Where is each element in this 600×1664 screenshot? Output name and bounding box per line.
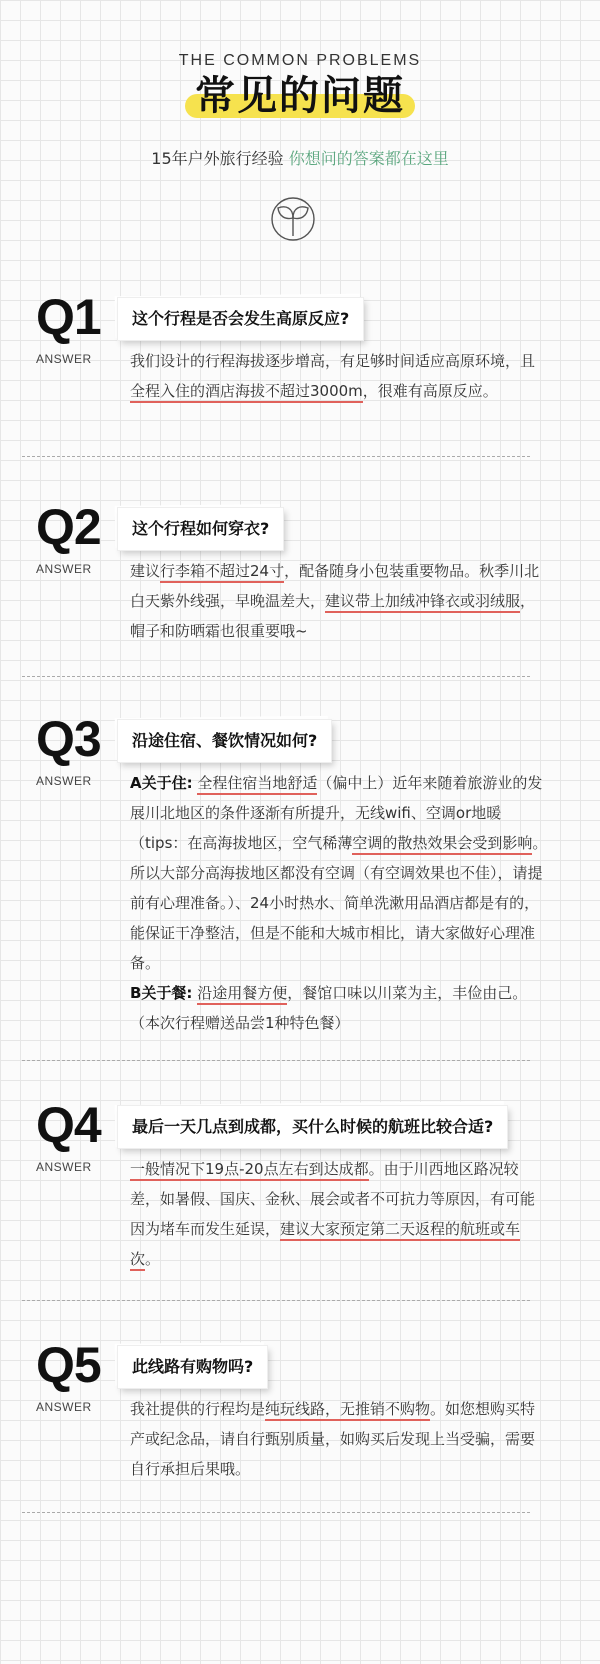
answer-highlight: 全程住宿当地舒适: [197, 774, 317, 795]
answer-segment: ，餐馆口味以川菜为主，丰俭由己。（本次行程赠送品尝1种特色餐）: [130, 984, 528, 1032]
answer-highlight: 全程入住的酒店海拔不超过3000m: [130, 382, 363, 403]
question-box: 沿途住宿、餐饮情况如何?: [118, 720, 331, 762]
answer-text: [130, 1394, 548, 1484]
answer-text: [130, 556, 548, 646]
english-title: THE COMMON PROBLEMS: [178, 52, 422, 69]
answer-label: ANSWER: [36, 562, 92, 576]
answer-highlight: 行李箱不超过24寸: [160, 562, 284, 583]
answer-highlight: 建议大家预定第二天返程的航班或车次: [130, 1220, 520, 1271]
answer-text: [130, 1154, 548, 1274]
answer-subheading: B关于餐:: [130, 984, 193, 1002]
question-box: 此线路有购物吗?: [118, 1346, 267, 1388]
answer-label: ANSWER: [36, 774, 92, 788]
answer-segment: 我社提供的行程均是: [130, 1400, 266, 1418]
question-box: 这个行程如何穿衣?: [118, 508, 283, 550]
page-title: 常见的问题: [189, 70, 411, 122]
question-box: 最后一天几点到成都，买什么时候的航班比较合适?: [118, 1106, 507, 1148]
answer-segment: ，很难有高原反应。: [362, 382, 498, 400]
answer-segment: ，配备随身小包装重要物品。秋季川北白天紫外线强，早晚温差大，: [130, 562, 540, 610]
answer-highlight: 纯玩线路，无推销不购物: [265, 1400, 430, 1421]
question-box: 这个行程是否会发生高原反应?: [118, 298, 363, 340]
subtitle-highlight: 你想问的答案都在这里: [288, 149, 449, 168]
answer-label: ANSWER: [36, 1400, 92, 1414]
answer-segment: 。: [145, 1250, 161, 1268]
answer-segment: （偏中上）近年来随着旅游业的发展川北地区的条件逐渐有所提升，无线wifi、空调or地暖（tips：在高海拔地区，空气稀薄: [130, 774, 543, 852]
section-divider: [22, 1300, 530, 1301]
question-number: Q1: [36, 289, 101, 345]
subtitle: [0, 146, 600, 169]
section-divider: [22, 676, 530, 677]
answer-segment: 。所以大部分高海拔地区都没有空调（有空调效果也不佳），请提前有心理准备。）、24小时热水、简单洗漱用品酒店都是有的，能保证干净整洁，但是不能和大城市相比，请大家做好心理准备。: [130, 834, 548, 972]
question-number: Q5: [36, 1337, 101, 1393]
question-number: Q4: [36, 1097, 101, 1153]
answer-segment: 我们设计的行程海拔逐步增高，有足够时间适应高原环境，且: [130, 352, 536, 370]
answer-text: [130, 346, 548, 406]
answer-segment: 。如您想购买特产或纪念品，请自行甄别质量，如购买后发现上当受骗，需要自行承担后果哦。: [130, 1400, 536, 1478]
answer-highlight: 空调的散热效果会受到影响: [352, 834, 532, 855]
answer-segment: 建议: [130, 562, 161, 580]
section-divider: [22, 1512, 530, 1513]
subtitle-plain: 15年户外旅行经验: [151, 149, 289, 168]
answer-label: ANSWER: [36, 352, 92, 366]
section-divider: [22, 456, 530, 457]
answer-text: [130, 768, 548, 1038]
page-header: [0, 0, 600, 260]
answer-label: ANSWER: [36, 1160, 92, 1174]
leaf-emblem-icon: [270, 196, 316, 242]
answer-segment: 。由于川西地区路况较差，如暑假、国庆、金秋、展会或者不可抗力等原因，有可能因为堵车而发生延误，: [130, 1160, 536, 1238]
answer-highlight: 沿途用餐方便: [197, 984, 287, 1005]
question-number: Q3: [36, 711, 101, 767]
question-number: Q2: [36, 499, 101, 555]
answer-segment: ，帽子和防晒霜也很重要哦~: [130, 592, 536, 640]
answer-subheading: A关于住:: [130, 774, 193, 792]
answer-highlight: 一般情况下19点-20点左右到达成都: [130, 1160, 369, 1181]
answer-highlight: 建议带上加绒冲锋衣或羽绒服: [325, 592, 520, 613]
section-divider: [22, 1060, 530, 1061]
